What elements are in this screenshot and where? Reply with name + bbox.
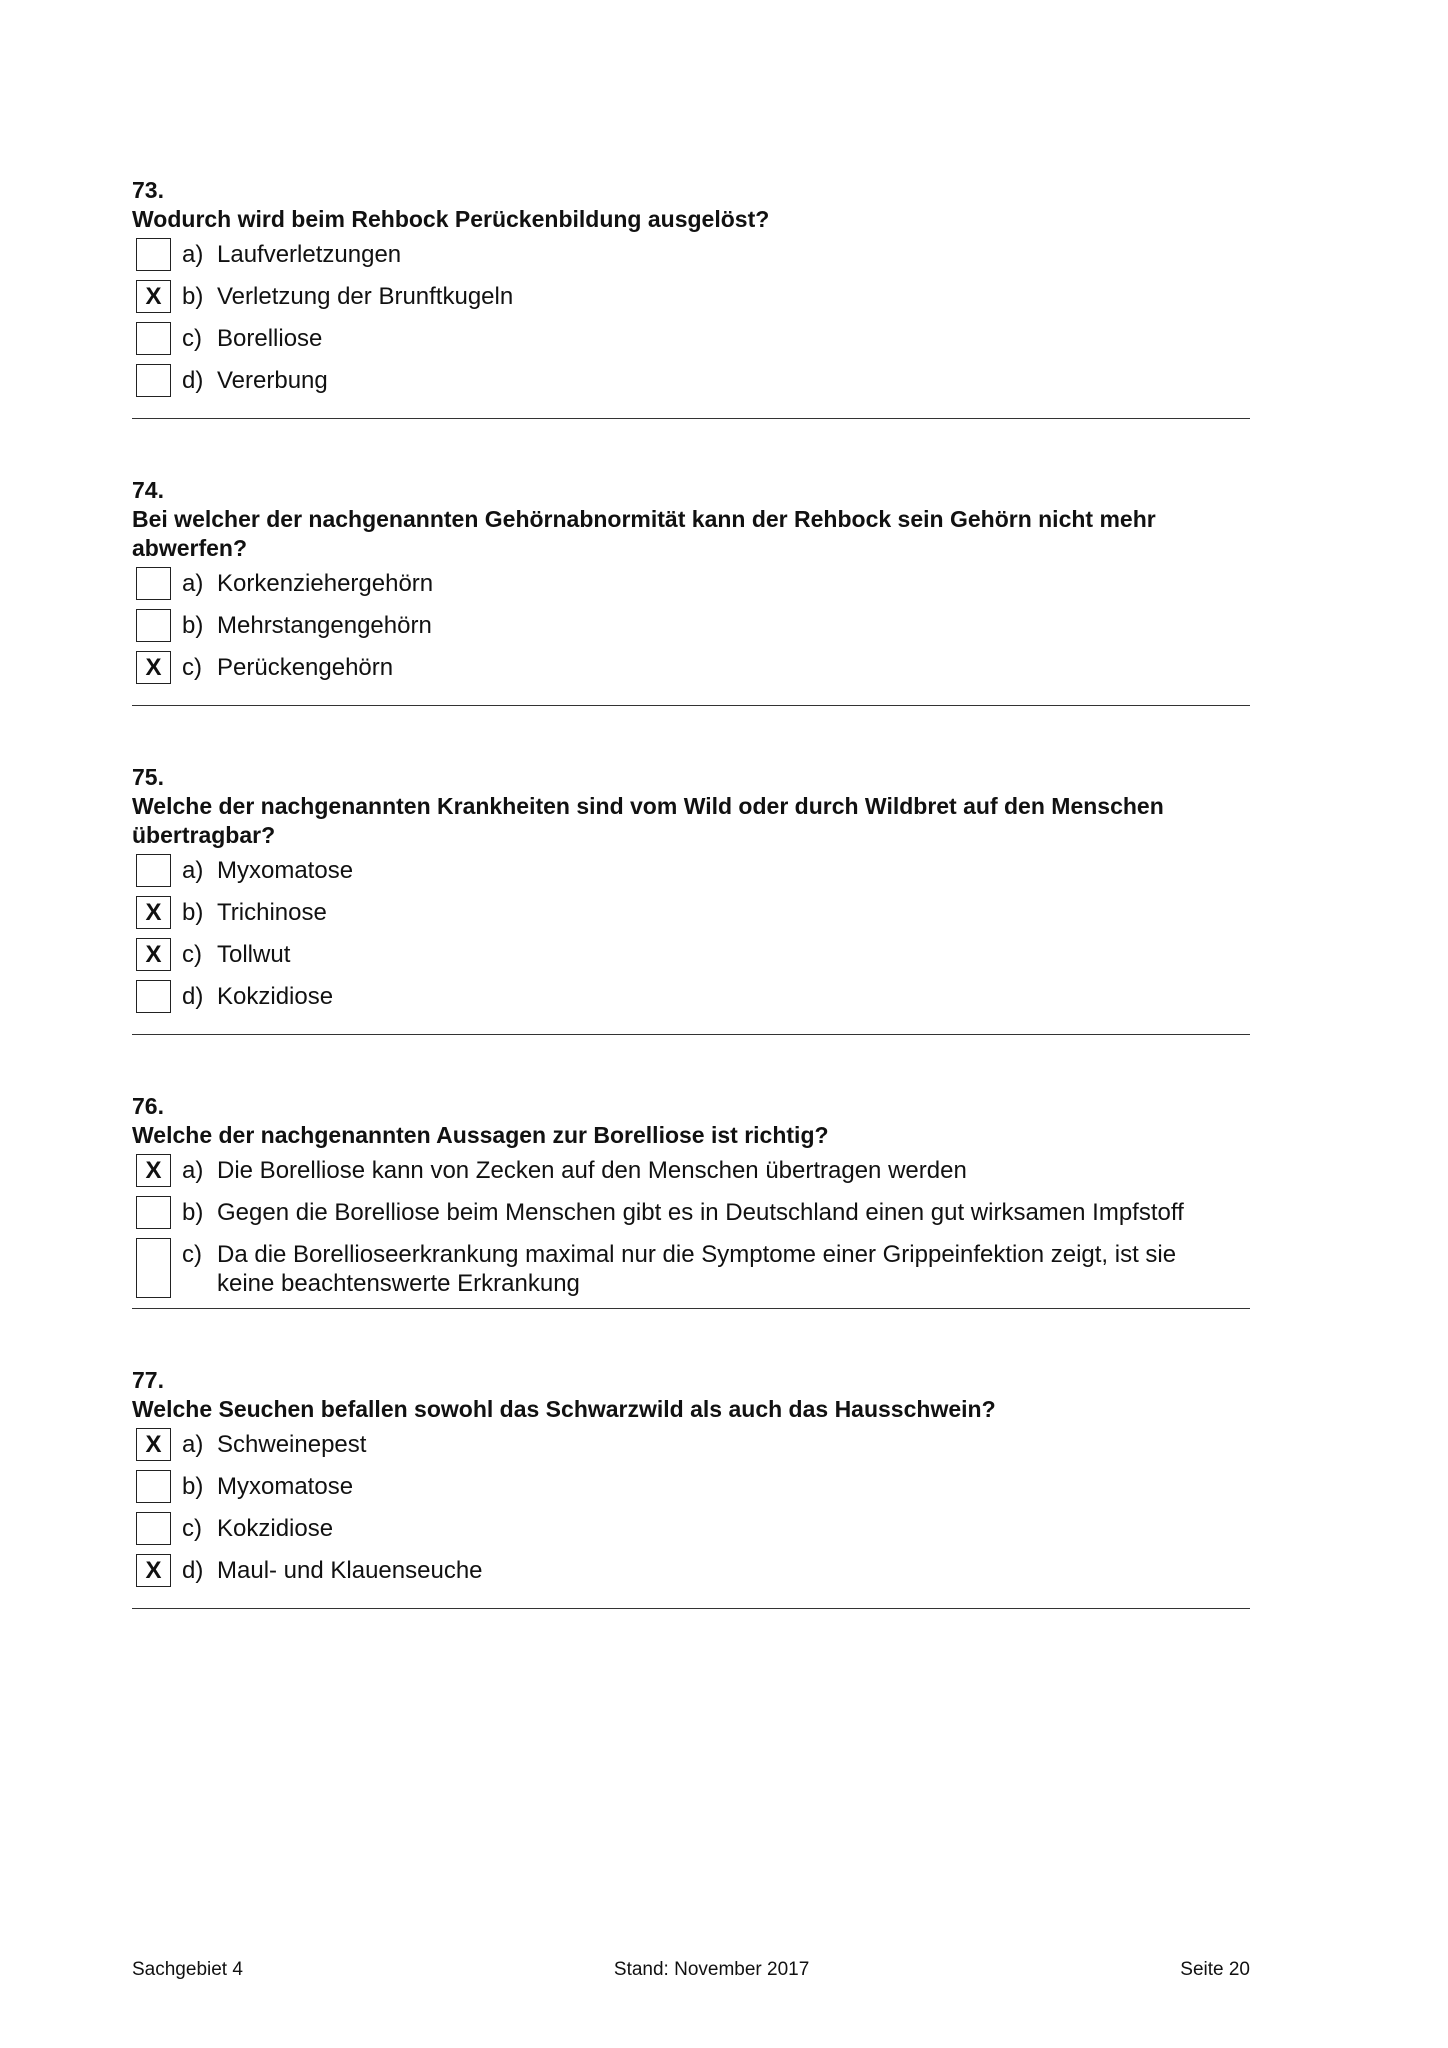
option-text: Tollwut [217,941,291,968]
option-text: Korkenziehergehörn [217,570,434,597]
answer-checkbox[interactable] [136,854,171,887]
answer-checkbox[interactable] [136,238,171,271]
answer-option [132,1430,1250,1472]
answer-checkbox[interactable] [136,980,171,1013]
option-letter: b) [182,283,204,310]
option-text: Vererbung [217,367,328,394]
answer-option [132,1156,1250,1198]
answer-option [132,1198,1250,1240]
option-letter: d) [182,367,204,394]
answer-checkbox[interactable] [136,1512,171,1545]
option-text: Myxomatose [217,1473,354,1500]
footer-section: Sachgebiet 4 [132,1959,243,1980]
option-letter: b) [182,899,204,926]
option-text: Da die Borellioseerkrankung maximal nur die Symptome einer Grippeinfektion zeigt, ist sie keine beachtenswerte Erkrankung [217,1241,1177,1297]
option-letter: c) [182,1515,202,1542]
option-text: Laufverletzungen [217,241,402,268]
answer-option [132,1240,1250,1298]
option-letter: a) [182,241,204,268]
question-list [132,176,1250,1666]
option-text: Borelliose [217,325,323,352]
answer-checkbox[interactable]: X [136,280,171,313]
option-text: Verletzung der Brunftkugeln [217,283,514,310]
question-text: Wodurch wird beim Rehbock Perückenbildung ausgelöst? [132,206,770,232]
option-letter: d) [182,1557,204,1584]
question-text: Welche der nachgenannten Aussagen zur Borelliose ist richtig? [132,1122,829,1148]
option-text: Maul- und Klauenseuche [217,1557,483,1584]
answer-checkbox[interactable] [136,364,171,397]
answer-option [132,653,1250,695]
answer-checkbox[interactable]: X [136,651,171,684]
option-letter: a) [182,1157,204,1184]
option-letter: b) [182,1473,204,1500]
answer-option [132,611,1250,653]
option-letter: c) [182,325,202,352]
option-text: Kokzidiose [217,983,334,1010]
question-block [132,176,1250,419]
answer-option [132,324,1250,366]
answer-option [132,1514,1250,1556]
question-block [132,1092,1250,1309]
option-letter: d) [182,983,204,1010]
answer-checkbox[interactable]: X [136,1428,171,1461]
answer-option [132,940,1250,982]
option-letter: b) [182,1199,204,1226]
option-text: Trichinose [217,899,327,926]
answer-checkbox[interactable]: X [136,1554,171,1587]
option-letter: a) [182,857,204,884]
page-footer [132,1958,1250,1982]
question-number: 74. [132,477,164,503]
answer-option [132,1472,1250,1514]
option-text: Gegen die Borelliose beim Menschen gibt es in Deutschland einen gut wirksamen Impfstoff [217,1199,1184,1226]
option-letter: c) [182,654,202,681]
answer-option [132,856,1250,898]
option-text: Mehrstangengehörn [217,612,432,639]
option-text: Myxomatose [217,857,354,884]
answer-option [132,282,1250,324]
question-text: Welche Seuchen befallen sowohl das Schwarzwild als auch das Hausschwein? [132,1396,996,1422]
question-number: 73. [132,177,164,203]
answer-checkbox[interactable]: X [136,938,171,971]
option-letter: c) [182,941,202,968]
answer-checkbox[interactable] [136,322,171,355]
footer-page-number: Seite 20 [1180,1959,1250,1980]
option-letter: b) [182,612,204,639]
question-block [132,476,1250,706]
answer-option [132,366,1250,408]
answer-option [132,898,1250,940]
answer-option [132,982,1250,1024]
option-text: Die Borelliose kann von Zecken auf den Menschen übertragen werden [217,1157,967,1184]
option-text: Kokzidiose [217,1515,334,1542]
answer-checkbox[interactable] [136,1470,171,1503]
question-block [132,1366,1250,1609]
answer-checkbox[interactable] [136,1196,171,1229]
answer-checkbox[interactable] [136,609,171,642]
option-letter: c) [182,1241,202,1268]
answer-checkbox[interactable]: X [136,1154,171,1187]
question-text: Bei welcher der nachgenannten Gehörnabnormität kann der Rehbock sein Gehörn nicht mehr abwerfen? [132,506,1156,561]
question-number: 75. [132,764,164,790]
option-letter: a) [182,1431,204,1458]
answer-option [132,569,1250,611]
answer-option [132,1556,1250,1598]
question-number: 76. [132,1093,164,1119]
question-block [132,763,1250,1035]
answer-checkbox[interactable] [136,1238,171,1298]
answer-checkbox[interactable] [136,567,171,600]
option-text: Schweinepest [217,1431,367,1458]
question-number: 77. [132,1367,164,1393]
option-letter: a) [182,570,204,597]
question-text: Welche der nachgenannten Krankheiten sind vom Wild oder durch Wildbret auf den Menschen übertragbar? [132,793,1164,848]
answer-checkbox[interactable]: X [136,896,171,929]
answer-option [132,240,1250,282]
option-text: Perückengehörn [217,654,394,681]
footer-date: Stand: November 2017 [613,1959,810,1980]
